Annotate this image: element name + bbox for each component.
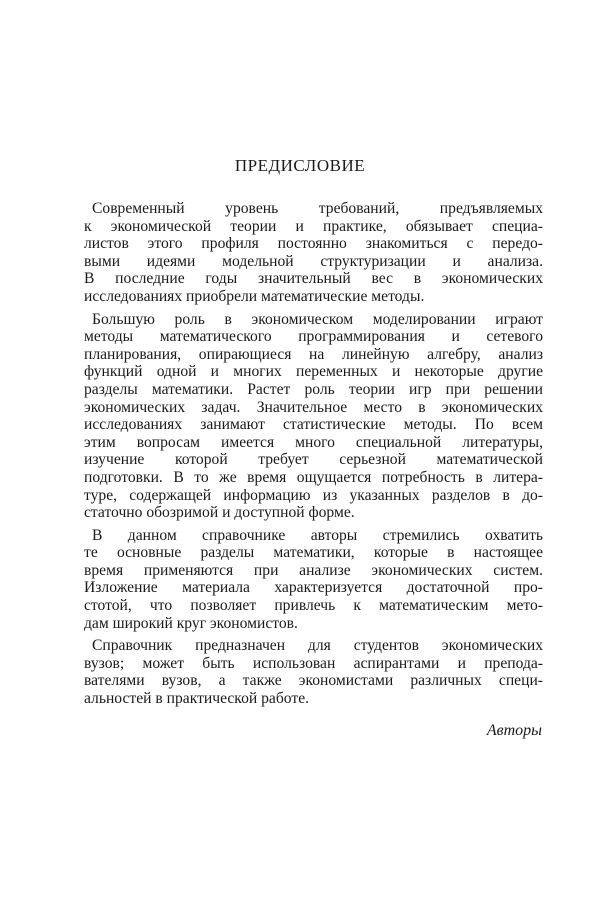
text-line: время применяются при анализе экономических систем.: [84, 561, 543, 579]
text-line: Большую роль в экономическом моделировании играют: [92, 310, 543, 328]
text-line: изучение которой требует серьезной математической: [84, 451, 543, 469]
text-line: статочно обозримой и доступной форме.: [84, 504, 355, 522]
text-line: исследованиях приобрели математические методы.: [84, 287, 425, 305]
text-line: функций одной и многих переменных и некоторые другие: [84, 363, 543, 381]
preface-body: [84, 200, 543, 713]
text-line: экономических задач. Значительное место в экономических: [84, 398, 543, 416]
text-line: Современный уровень требований, предъявляемых: [92, 200, 543, 217]
text-line: планирования, опирающиеся на линейную алгебру, анализ: [84, 345, 543, 363]
text-line: те основные разделы математики, которые в настоящее: [84, 544, 543, 562]
text-line: Справочник предназначен для студентов экономических: [92, 637, 543, 655]
text-line: Изложение материала характеризуется достаточной про-: [84, 579, 543, 597]
paragraph: [84, 527, 543, 633]
text-line: альностей в практической работе.: [84, 690, 310, 708]
text-line: исследованиях занимают статистические методы. По всем: [84, 416, 543, 434]
page-title: ПРЕДИСЛОВИЕ: [234, 156, 366, 175]
text-line: разделы математики. Растет роль теории игр при решении: [84, 380, 543, 398]
text-line: В последние годы значительный вес в экономических: [84, 270, 543, 288]
paragraph: [84, 200, 543, 306]
text-line: В данном справочнике авторы стремились охватить: [92, 526, 543, 544]
text-line: листов этого профиля постоянно знакомиться с передо-: [84, 235, 543, 253]
text-line: дам широкий круг экономистов.: [84, 614, 298, 632]
text-line: методы математического программирования и сетевого: [84, 328, 543, 346]
text-line: этим вопросам имеется много специальной литературы,: [84, 433, 543, 451]
paragraph: [84, 637, 543, 707]
signature: Авторы: [486, 722, 542, 739]
text-line: туре, содержащей информацию из указанных разделов в до-: [84, 486, 543, 504]
text-line: стотой, что позволяет привлечь к математическим мето-: [84, 597, 543, 615]
text-line: к экономической теории и практике, обязывает специа-: [84, 217, 543, 235]
text-line: вателями вузов, а также экономистами различных специ-: [84, 672, 543, 690]
paragraph: [84, 311, 543, 522]
text-line: выми идеями модельной структуризации и анализа.: [84, 252, 543, 270]
text-line: подготовки. В то же время ощущается потребность в литера-: [84, 468, 543, 486]
text-line: вузов; может быть использован аспирантами и препода-: [84, 654, 543, 672]
